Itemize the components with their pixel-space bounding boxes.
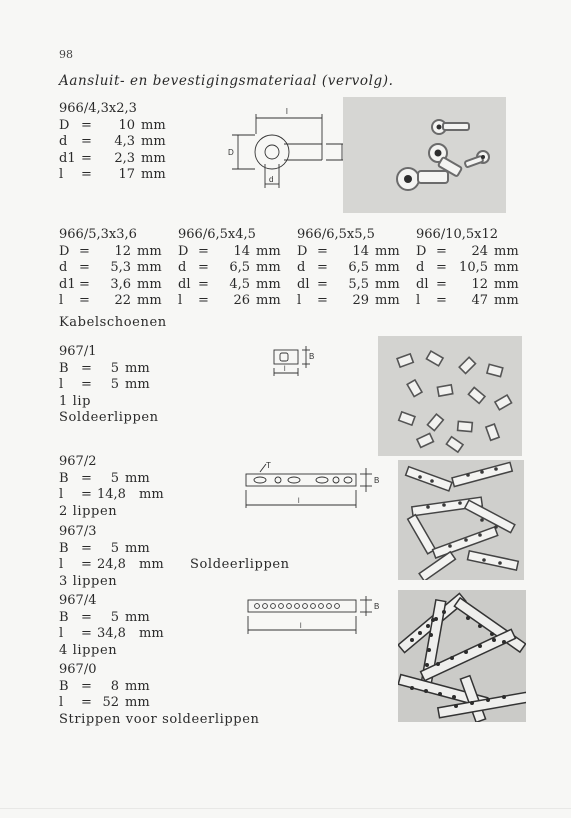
ring-terminals-photo-art — [343, 97, 506, 213]
part-code: 966/10,5x12 — [416, 227, 499, 242]
part-967-3-spec — [59, 524, 169, 590]
part-code: 966/6,5x4,5 — [178, 227, 256, 242]
spec-row: d = 10,5 mm — [416, 260, 519, 275]
double-lip-strip-diagram — [240, 460, 390, 512]
spec-row: l = 47 mm — [416, 293, 519, 308]
variant-966-5-3 — [59, 227, 167, 310]
spec-row: l = 52 mm — [59, 695, 150, 710]
spec-row: D = 14 mm — [178, 243, 281, 259]
part-code: 967/0 — [59, 662, 97, 677]
dim-label-l: l — [300, 623, 302, 630]
perforated-strips-photo — [398, 590, 526, 722]
spec-row: d = 6,5 mm — [178, 260, 281, 275]
variant-966-10-5x12 — [416, 227, 524, 310]
spec-row: l = 22 mm — [59, 293, 162, 308]
dim-label-l: l — [284, 366, 286, 373]
variant-966-6-5x4-5 — [178, 227, 286, 310]
single-lip-diagram — [266, 344, 326, 380]
page-number: 98 — [59, 48, 73, 61]
spec-row: l = 14,8 mm — [59, 487, 164, 502]
dim-label-d: d — [269, 175, 274, 184]
part-note: 1 lip — [59, 393, 92, 409]
spec-row: B = 5 mm — [59, 470, 150, 486]
ring-terminal-diagram — [222, 104, 362, 196]
spec-row: l = 29 mm — [297, 293, 400, 308]
spec-row: D = 12 mm — [59, 243, 162, 259]
part-code: 966/6,5x5,5 — [297, 227, 375, 242]
spec-row: l = 26 mm — [178, 293, 281, 308]
part-code: 966/5,3x3,6 — [59, 227, 137, 242]
spec-row: D = 10 mm — [59, 117, 166, 133]
spec-row: B = 5 mm — [59, 609, 150, 625]
part-967-2-spec — [59, 454, 169, 520]
lip-strips-photo — [398, 460, 524, 580]
section-heading: Aansluit- en bevestigingsmateriaal (vervolg). — [59, 73, 394, 89]
spec-row: d = 6,5 mm — [297, 260, 400, 275]
dim-label-l: l — [298, 498, 300, 505]
part-note: Strippen voor soldeerlippen — [59, 711, 260, 727]
part-966-4-spec — [59, 101, 171, 184]
spec-row: B = 5 mm — [59, 360, 150, 376]
single-lips-photo — [378, 336, 522, 456]
part-967-1-spec — [59, 344, 159, 427]
lip-strips-photo-art — [398, 460, 524, 580]
spec-row: D = 14 mm — [297, 243, 400, 259]
part-code: 967/1 — [59, 344, 97, 359]
dim-label-D: D — [228, 148, 234, 157]
spec-row: d = 5,3 mm — [59, 260, 162, 275]
kabelschoenen-label: Kabelschoenen — [59, 315, 167, 330]
spec-row: l = 24,8 mm — [59, 557, 164, 572]
part-code: 966/4,3x2,3 — [59, 101, 137, 116]
perforated-strips-photo-art — [398, 590, 526, 722]
spec-row: dl = 4,5 mm — [178, 276, 281, 292]
part-note: 4 lippen — [59, 642, 118, 658]
part-code: 967/2 — [59, 454, 97, 469]
spec-row: D = 24 mm — [416, 243, 519, 259]
ring-terminals-photo — [343, 97, 506, 213]
quad-lip-strip-diagram — [244, 596, 394, 638]
dim-label-B: B — [374, 602, 380, 611]
part-967-4-spec — [59, 593, 169, 659]
part-note: 3 lippen — [59, 573, 118, 589]
page-edge — [0, 808, 571, 809]
part-code: 967/3 — [59, 524, 97, 539]
dim-label-T: T — [266, 461, 271, 470]
spec-row: d1 = 2,3 mm — [59, 150, 166, 166]
spec-row: B = 8 mm — [59, 678, 150, 694]
spec-row: B = 5 mm — [59, 540, 150, 556]
soldeerlippen-side-label: Soldeerlippen — [190, 557, 290, 572]
spec-row: l = 34,8 mm — [59, 626, 164, 641]
part-967-0-spec — [59, 662, 260, 728]
variant-966-6-5x5-5 — [297, 227, 405, 310]
dim-label-l: l — [286, 107, 288, 116]
spec-row: l = 5 mm — [59, 377, 150, 392]
single-lips-photo-art — [378, 336, 522, 456]
spec-row: dl = 12 mm — [416, 276, 519, 292]
spec-row: d1 = 3,6 mm — [59, 276, 162, 292]
dim-label-B: B — [309, 352, 315, 361]
dim-label-B: B — [374, 476, 380, 485]
part-note: Soldeerlippen — [59, 410, 159, 425]
part-note: 2 lippen — [59, 503, 118, 519]
spec-row: l = 17 mm — [59, 167, 166, 182]
spec-row: d = 4,3 mm — [59, 134, 166, 149]
part-code: 967/4 — [59, 593, 97, 608]
spec-row: dl = 5,5 mm — [297, 276, 400, 292]
